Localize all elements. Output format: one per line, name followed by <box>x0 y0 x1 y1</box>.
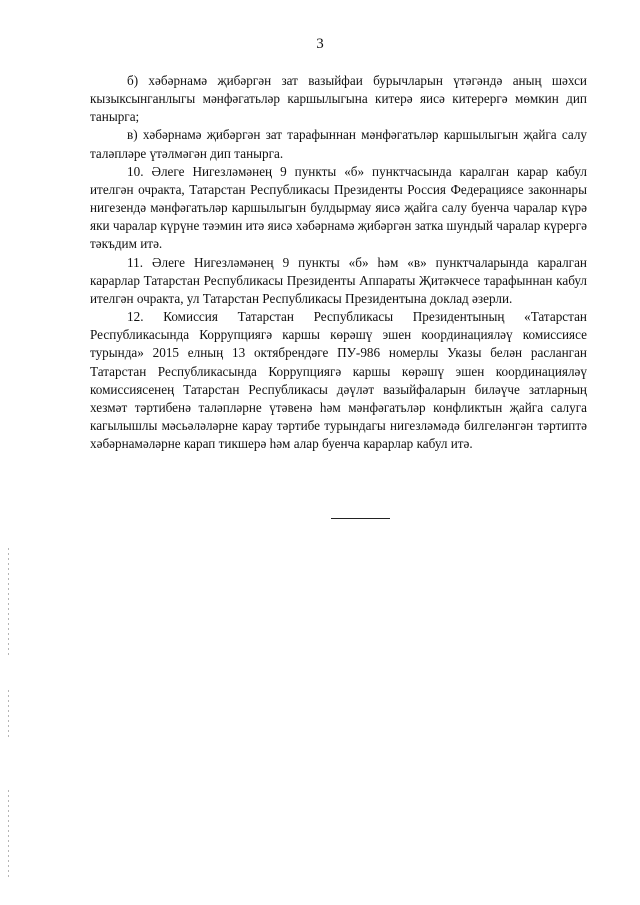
paragraph-subitem-v: в) хәбәрнамә җибәргән зат тарафыннан мәнфәгатьләр каршылыгын җайга салу таләпләре үтәлмәгән дип таныргa. <box>90 127 587 161</box>
end-of-text-rule <box>331 518 390 519</box>
paragraph-11: 11. Әлеге Нигезләмәнең 9 пункты «б» һәм «в» пунктчаларында каралган карарлар Татарстан Республикасы Президенты Аппараты Җитәкчесе тарафыннан кабул ителгән очракта, ул Татарстан Республикасы Президентына доклад әзерли. <box>90 254 587 306</box>
scan-artifact-mark <box>8 790 9 880</box>
scan-artifact-mark <box>8 548 9 658</box>
paragraph-12: 12. Комиссия Татарстан Республикасы Президентының «Татарстан Республикасында Коррупциягә каршы көрәшү эшен координацияләү комиссиясе турында» 2015 елның 13 октябрендәге ПУ-986 номерлы Указы белән расланган Татарстан Республикасында Коррупциягә каршы көрәшү эшен координацияләү комиссиясенең Татарстан Республикасы дәүләт вазыйфаларын биләүче затларның хезмәт тәртибенә таләпләрне үтәвенә һәм мәнфәгатьләр конфликтын җайга салуга кагылышлы мәсьәләләрне карау тәртибе турындагы нигезләмәдә билгеләнгән тәртиптә хәбәрнамәләрне карап тикшерә һәм алар буенча карарлар кабул итә. <box>90 309 587 452</box>
page-number: 3 <box>316 36 324 52</box>
scan-artifact-mark <box>8 690 9 740</box>
document-body <box>90 72 587 453</box>
paragraph-10: 10. Әлеге Нигезләмәнең 9 пункты «б» пунктчасында каралган карар кабул ителгән очракта, Татарстан Республикасы Президенты Россия Федерациясе законнары нигезендә мәнфәгатьләр каршылыгын булдырмау яисә җайга салу буенча чаралар күрә яки чаралар күрүне тәэмин итә яисә хәбәрнамә җибәргән затка шундый чаралар күрергә тәкъдим итә. <box>90 163 587 252</box>
paragraph-subitem-b: б) хәбәрнамә җибәргән зат вазыйфаи бурычларын үтәгәндә аның шәхси кызыксынганлыгы мәнфәгатьләр каршылыгына китерә яисә китерергә мөмкин дип таныргa; <box>90 73 587 125</box>
